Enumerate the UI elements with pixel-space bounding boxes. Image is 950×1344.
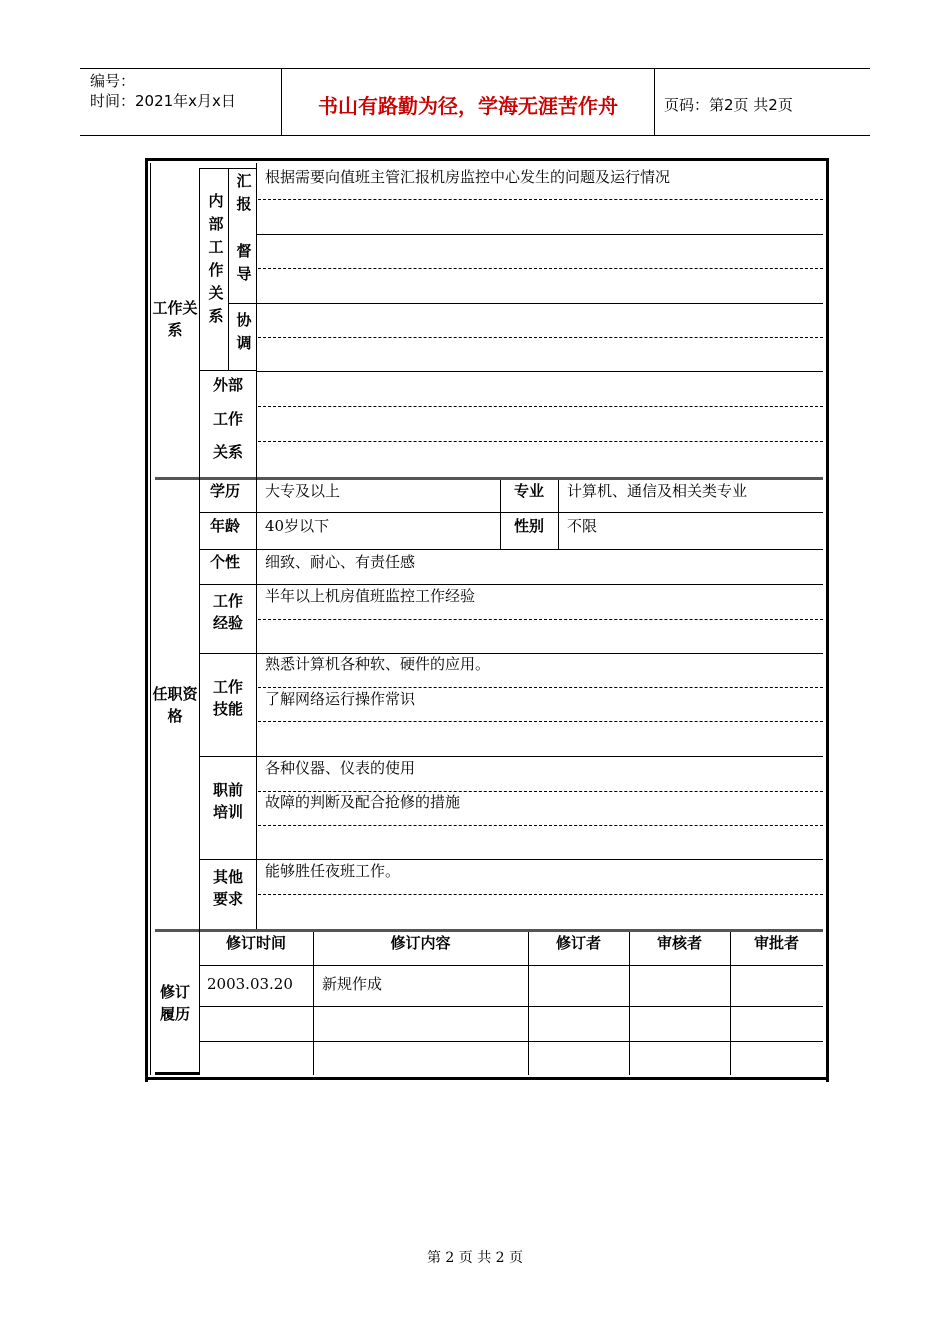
relations-section-label: 工作关系 [152,299,198,339]
skills-value-1: 熟悉计算机各种软、硬件的应用。 [265,655,491,673]
training-label-text: 职前培训 [212,781,243,821]
other-value: 能够胜任夜班工作。 [265,862,401,880]
major-value: 计算机、通信及相关类专业 [567,482,748,500]
revision-section-label-text: 修订履历 [159,983,190,1023]
column-line [256,163,257,929]
gender-value: 不限 [567,517,598,535]
experience-label [200,590,256,634]
page-number-label: 页码：第2页 共2页 [664,96,793,114]
row-line [199,370,256,371]
row-line [199,756,823,757]
row-line [228,303,823,304]
header-bottom-rule [80,135,870,136]
dashed-rule [258,199,823,200]
major-label: 专业 [513,482,544,500]
row-line [199,549,823,550]
experience-value: 半年以上机房值班监控工作经验 [265,587,476,605]
education-label: 学历 [209,482,240,500]
gender-label: 性别 [513,517,544,535]
table-bottom-border [145,1077,829,1080]
column-line [558,480,559,549]
row-line [199,965,823,966]
dashed-rule [258,619,823,620]
personality-value: 细致、耐心、有责任感 [265,553,416,571]
row-line [199,1041,823,1042]
personality-label: 个性 [209,553,240,571]
skills-label [200,676,256,720]
external-relations-label: 外部 [212,376,243,394]
row-line [199,168,256,169]
revision-section-label [151,981,199,1025]
header-divider [654,68,655,135]
skills-value-2: 了解网络运行操作常识 [265,690,416,708]
training-value-2: 故障的判断及配合抢修的措施 [265,793,461,811]
age-value: 40岁以下 [265,517,330,535]
external-relations-label: 关系 [212,443,243,461]
revision-cell-content: 新规作成 [322,975,383,993]
dashed-rule [258,825,823,826]
row-line [199,512,823,513]
dashed-rule [258,721,823,722]
other-label [200,866,256,910]
report-text: 根据需要向值班主管汇报机房监控中心发生的问题及运行情况 [265,168,671,186]
experience-label-text: 工作经验 [212,592,243,632]
revision-col-header: 修订者 [555,934,601,952]
revision-col-header: 修订内容 [390,934,451,952]
dashed-rule [258,268,823,269]
qualifications-section-label: 任职资格 [152,685,198,725]
dashed-rule [258,894,823,895]
dashed-rule [258,441,823,442]
header-motto: 书山有路勤为径，学海无涯苦作舟 [318,94,618,118]
revision-col-header: 审批者 [753,934,799,952]
age-label: 年龄 [209,517,240,535]
table-top-border [145,158,829,161]
supervise-label: 督导 [236,242,252,283]
other-label-text: 其他要求 [212,868,243,908]
doc-code-label: 编号： [90,72,136,90]
education-value: 大专及以上 [265,482,341,500]
training-label [200,779,256,823]
skills-label-text: 工作技能 [212,678,243,718]
column-line [228,168,229,370]
row-line [199,859,823,860]
table-left-border [145,158,148,1082]
dashed-rule [258,687,823,688]
internal-relations-label: 内部工作关系 [208,192,224,325]
header-top-rule [80,68,870,69]
table-right-border [826,158,829,1082]
dashed-rule [258,406,823,407]
section-divider [155,1072,200,1075]
doc-time-label: 时间：2021年x月x日 [90,92,236,110]
row-line [256,234,823,235]
row-line [256,371,823,372]
training-value-1: 各种仪器、仪表的使用 [265,759,416,777]
revision-col-header: 审核者 [656,934,702,952]
header-divider [281,68,282,135]
coordinate-label: 协调 [236,311,252,352]
revision-col-header: 修订时间 [225,934,286,952]
revision-cell-date: 2003.03.20 [207,975,293,993]
external-relations-label: 工作 [212,410,243,428]
report-label: 汇报 [236,172,252,213]
row-line [199,584,823,585]
row-line [199,1006,823,1007]
dashed-rule [258,337,823,338]
page-footer: 第 2 页 共 2 页 [426,1250,524,1266]
